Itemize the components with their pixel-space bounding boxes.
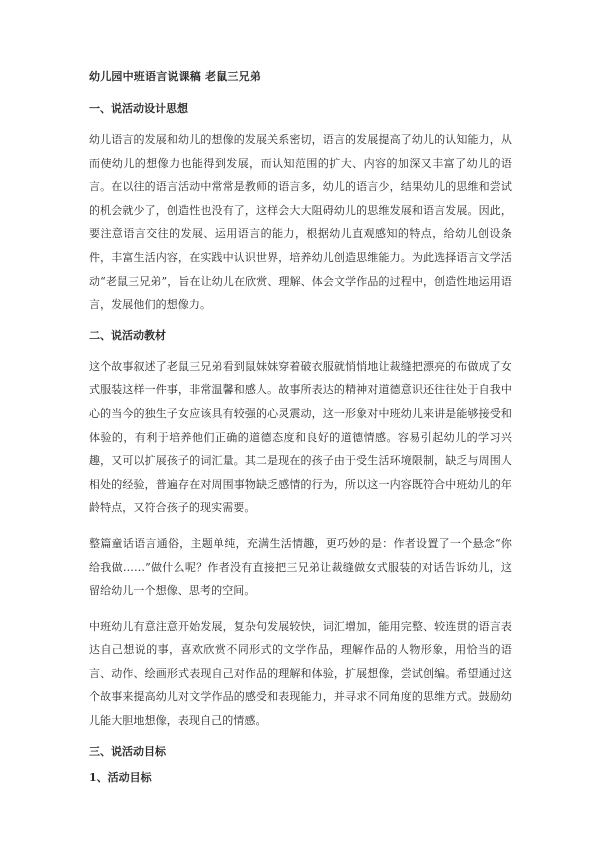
section-heading-activity-goals: 三、说活动目标	[89, 744, 166, 758]
section-heading-teaching-material: 二、说活动教材	[89, 328, 166, 342]
section-heading-design-thought: 一、说活动设计思想	[89, 102, 188, 115]
subheading-activity-goals: 1、活动目标	[89, 770, 152, 784]
document-title: 幼儿园中班语言说课稿 老鼠三兄弟	[89, 70, 262, 83]
paragraph-story-language: 整篇童话语言通俗，主题单纯，充满生活情趣，更巧妙的是：作者设置了一个悬念“你给我做……”做什么呢？作者没有直接把三兄弟让裁缝做女式服装的对话告诉幼儿，这留给幼儿一个想像、思考的空间。	[89, 536, 512, 598]
paragraph-story-summary: 这个故事叙述了老鼠三兄弟看到鼠妹妹穿着破衣服就悄悄地让裁缝把漂亮的布做成了女式服装这样一件事，非常温馨和感人。故事所表达的精神对道德意识还往往处于自我中心的当今的独生子女应该具有较强的心灵震动，这一形象对中班幼儿来讲是能够接受和体验的，有利于培养他们正确的道德态度和良好的道德情感。容易引起幼儿的学习兴趣，又可以扩展孩子的词汇量。其二是现在的孩子由于受生活环境限制，缺乏与周围人相处的经验，普遍存在对周围事物缺乏感情的行为，所以这一内容既符合中班幼儿的年龄特点，又符合孩子的现实需要。	[89, 359, 512, 515]
paragraph-child-development: 中班幼儿有意注意开始发展，复杂句发展较快，词汇增加，能用完整、较连贯的语言表达自己想说的事，喜欢欣赏不同形式的文学作品，理解作品的人物形象，用恰当的语言、动作、绘画形式表现自己对作品的理解和体验，扩展想像，尝试创编。希望通过这个故事来提高幼儿对文学作品的感受和表现能力，并寻求不同角度的思维方式。鼓励幼儿能大胆地想像，表现自己的情感。	[89, 619, 512, 728]
paragraph-design-thought: 幼儿语言的发展和幼儿的想像的发展关系密切，语言的发展提高了幼儿的认知能力，从而使幼儿的想像力也能得到发展，而认知范围的扩大、内容的加深又丰富了幼儿的语言。在以往的语言活动中常常是教师的语言多，幼儿的语言少，结果幼儿的思维和尝试的机会就少了，创造性也没有了，这样会大大阻碍幼儿的思维发展和语言发展。因此，要注意语言交往的发展、运用语言的能力，根据幼儿直观感知的特点，给幼儿创设条件，丰富生活内容，在实践中认识世界，培养幼儿创造思维能力。为此选择语言文学活动“老鼠三兄弟”，旨在让幼儿在欣赏、理解、体会文学作品的过程中，创造性地运用语言，发展他们的想像力。	[89, 133, 512, 312]
